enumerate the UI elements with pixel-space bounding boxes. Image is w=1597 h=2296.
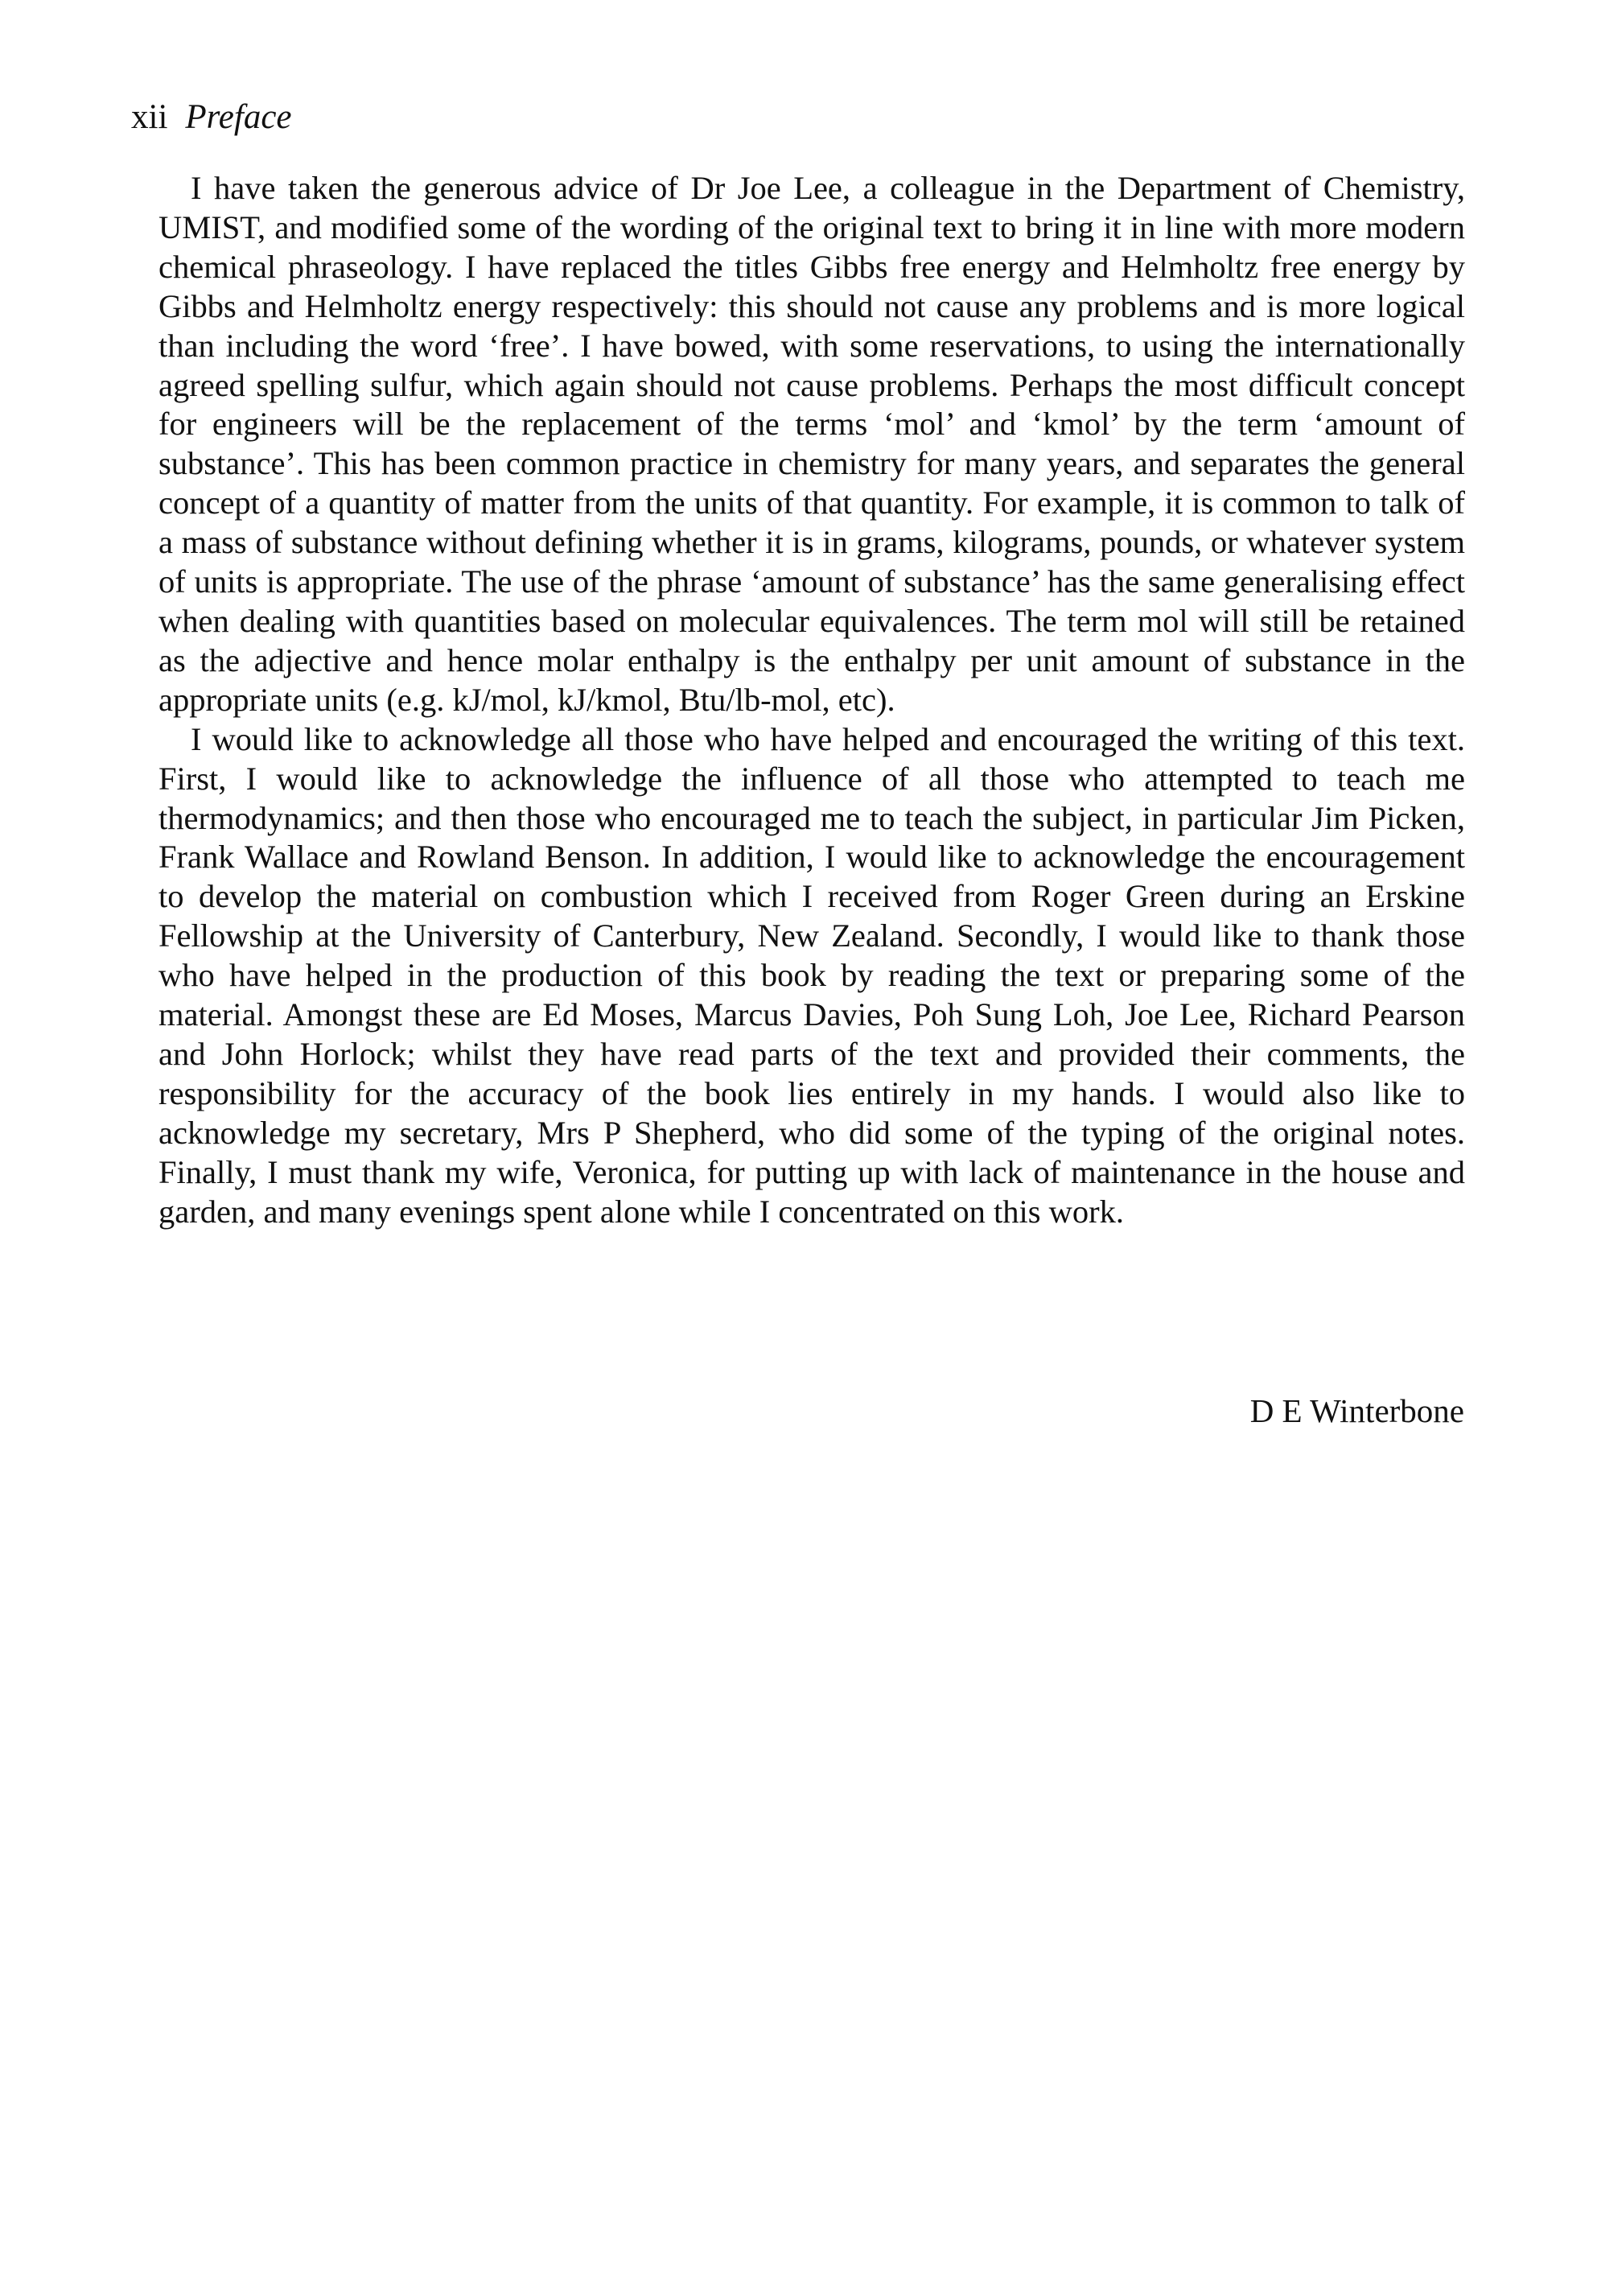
author-signature: D E Winterbone	[1249, 1392, 1464, 1429]
section-title: Preface	[185, 98, 292, 136]
paragraph-terminology: I have taken the generous advice of Dr Joe Lee, a colleague in the Department of Chemistry, UMIST, and modified some of the wording of the original text to bring it in line with more modern chemical phraseology. I have replaced the titles Gibbs free energy and Helmholtz free energy by Gibbs and Helmholtz energy respectively: this should not cause any problems and is more logical than including the word ‘free’. I have bowed, with some reservations, to using the internationally agreed spelling sulfur, which again should not cause problems. Perhaps the most difficult concept for engineers will be the replacement of the terms ‘mol’ and ‘kmol’ by the term ‘amount of substance’. This has been common practice in chemistry for many years, and separates the general concept of a quantity of matter from the units of that quantity. For example, it is common to talk of a mass of substance without defining whether it is in grams, kilograms, pounds, or whatever system of units is appropriate. The use of the phrase ‘amount of substance’ has the same generalising effect when dealing with quantities based on molecular equivalences. The term mol will still be retained as the adjective and hence molar enthalpy is the enthalpy per unit amount of substance in the appropriate units (e.g. kJ/mol, kJ/kmol, Btu/lb-mol, etc).	[158, 170, 1465, 718]
preface-body	[158, 169, 1465, 1231]
paragraph-acknowledgements: I would like to acknowledge all those who have helped and encouraged the writing of this text. First, I would like to acknowledge the influence of all those who attempted to teach me thermodynamics; and then those who encouraged me to teach the subject, in particular Jim Picken, Frank Wallace and Rowland Benson. In addition, I would like to acknowledge the encouragement to develop the material on combustion which I received from Roger Green during an Erskine Fellowship at the University of Canterbury, New Zealand. Secondly, I would like to thank those who have helped in the production of this book by reading the text or preparing some of the material. Amongst these are Ed Moses, Marcus Davies, Poh Sung Loh, Joe Lee, Richard Pearson and John Horlock; whilst they have read parts of the text and provided their comments, the responsibility for the accuracy of the book lies entirely in my hands. I would also like to acknowledge my secretary, Mrs P Shepherd, who did some of the typing of the original notes. Finally, I must thank my wife, Veronica, for putting up with lack of maintenance in the house and garden, and many evenings spent alone while I concentrated on this work.	[158, 720, 1465, 1230]
page-number: xii	[131, 98, 168, 136]
running-head	[131, 93, 292, 142]
